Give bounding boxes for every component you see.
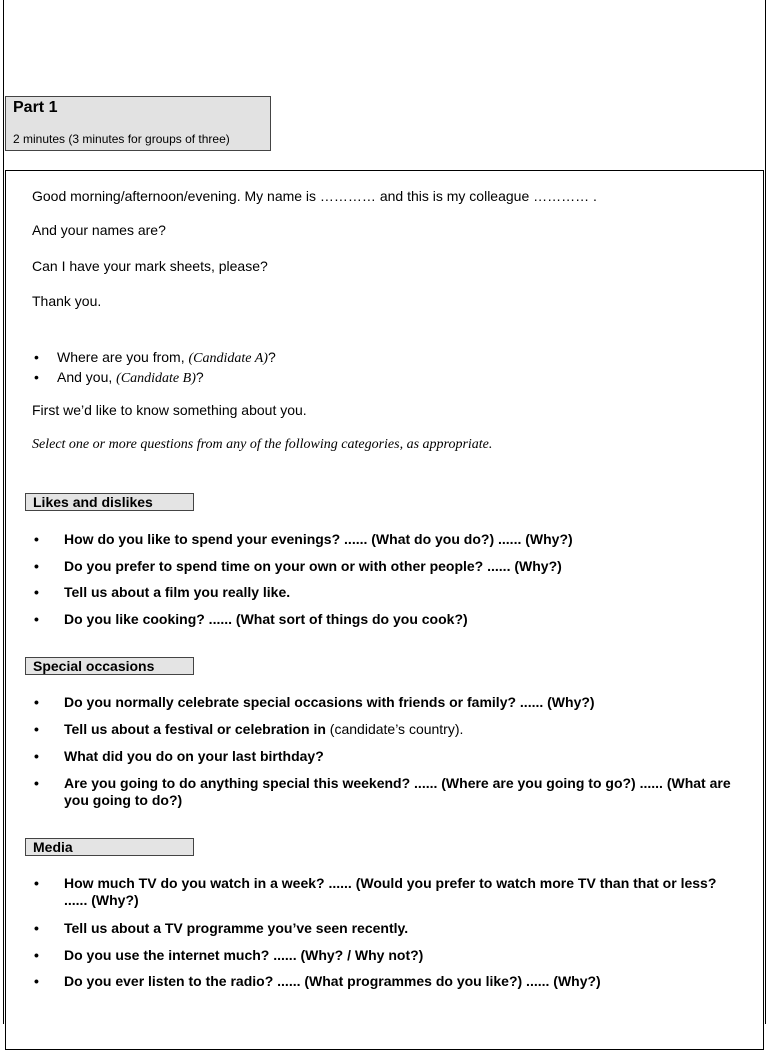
bullet-icon: • — [34, 973, 39, 989]
bullet-icon: • — [34, 947, 39, 963]
bullet-icon: • — [34, 694, 39, 710]
thanks-line: Thank you. — [32, 293, 102, 309]
category-media: Media — [25, 838, 194, 856]
bullet-icon: • — [34, 584, 39, 600]
bullet-icon: • — [34, 558, 39, 574]
question-text: Do you normally celebrate special occasions with friends or family? ...... (Why?) — [64, 694, 595, 710]
question-text: Do you use the internet much? ...... (Why? / Why not?) — [64, 947, 424, 963]
page-edge-left — [3, 0, 4, 1024]
part-header-box — [5, 96, 271, 151]
origin-question-text: Where are you from, — [57, 349, 189, 365]
category-special-occasions: Special occasions — [25, 657, 194, 675]
bullet-icon: • — [34, 748, 39, 764]
question-text: How do you like to spend your evenings? ...... (What do you do?) ...... (Why?) — [64, 531, 573, 547]
question-text: Do you prefer to spend time on your own or with other people? ...... (Why?) — [64, 558, 562, 574]
question-mark: ? — [195, 369, 204, 385]
question-text: Are you going to do anything special this weekend? ...... (Where are you going to go?) ...... (What are you going to do?) — [64, 775, 731, 808]
page-edge-right — [765, 0, 766, 1024]
lead-in-line: First we’d like to know something about you. — [32, 402, 307, 418]
bullet-icon: • — [34, 611, 39, 627]
instruction-line: Select one or more questions from any of the following categories, as appropriate. — [32, 437, 493, 452]
origin-question-text: And you, — [57, 369, 117, 385]
question-text: Tell us about a festival or celebration in — [64, 721, 326, 737]
bullet-icon: • — [34, 721, 39, 737]
bullet-icon: • — [34, 349, 39, 365]
candidate-country-note: (candidate’s country). — [325, 721, 464, 737]
question-mark: ? — [267, 349, 276, 365]
candidate-b-label: (Candidate B) — [116, 371, 196, 386]
bullet-icon: • — [34, 875, 39, 891]
part-title: Part 1 — [13, 99, 58, 116]
question-text: Do you ever listen to the radio? ...... (What programmes do you like?) ...... (Why?) — [64, 973, 601, 989]
bullet-icon: • — [34, 920, 39, 936]
question-text: What did you do on your last birthday? — [64, 748, 324, 764]
bullet-icon: • — [34, 775, 39, 791]
question-text: Do you like cooking? ...... (What sort of things do you cook?) — [64, 611, 468, 627]
question-text: Tell us about a TV programme you’ve seen recently. — [64, 920, 409, 936]
bullet-icon: • — [34, 531, 39, 547]
names-line: And your names are? — [32, 222, 166, 238]
bullet-icon: • — [34, 369, 39, 385]
mark-sheets-line: Can I have your mark sheets, please? — [32, 258, 268, 274]
question-text: Tell us about a film you really like. — [64, 584, 291, 600]
candidate-a-label: (Candidate A) — [188, 351, 268, 366]
part-subtitle: 2 minutes (3 minutes for groups of three) — [13, 132, 230, 146]
question-text: How much TV do you watch in a week? ...... (Would you prefer to watch more TV than that or less? ...... (Why?) — [64, 875, 717, 908]
script-box — [5, 170, 764, 1050]
greeting-line: Good morning/afternoon/evening. My name is ………… and this is my colleague ………… . — [32, 188, 597, 204]
category-likes-dislikes: Likes and dislikes — [25, 493, 194, 511]
